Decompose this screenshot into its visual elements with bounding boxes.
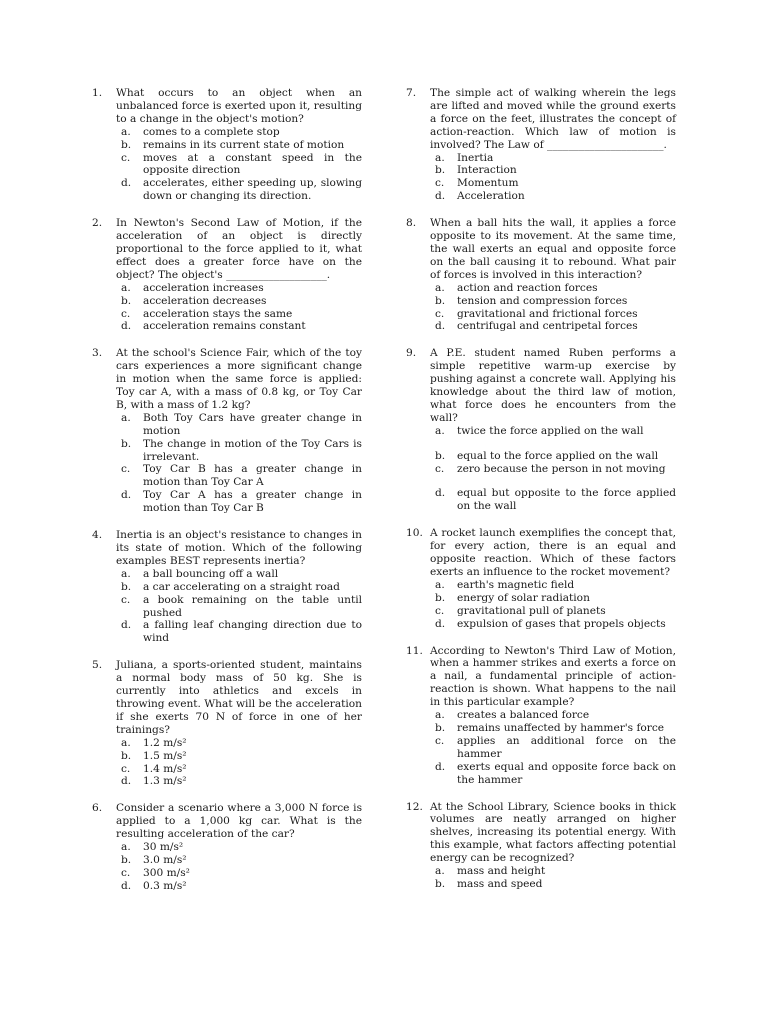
option-text: exerts equal and opposite force back on the hammer [457,760,676,786]
option-letter: d. [121,177,132,190]
answer-option[interactable] [430,320,676,333]
option-text: accelerates, either speeding up, slowing down or changing its direction. [143,177,362,203]
option-text: mass and height [457,865,546,878]
answer-option[interactable] [430,152,676,165]
answer-options [116,737,362,789]
option-letter: d. [435,190,446,203]
question-item [92,802,362,892]
question-item [406,87,676,203]
question-body [430,87,676,203]
answer-option[interactable] [116,152,362,178]
option-letter: a. [435,578,445,591]
option-letter: c. [121,866,131,879]
question-body [430,801,676,891]
answer-option[interactable] [116,308,362,321]
option-text: 1.2 m/s² [143,736,187,749]
answer-options [116,841,362,893]
question-stem: Juliana, a sports-oriented student, maintains a normal body mass of 50 kg. She is currently into athletics and excels in throwing event. What will be the acceleration if she exerts 70 N of force in one of her trainings? [116,659,363,736]
option-text: 3.0 m/s² [143,853,187,866]
question-body [116,217,362,333]
answer-option[interactable] [116,139,362,152]
question-item [406,217,676,333]
option-letter: b. [435,449,446,462]
answer-option[interactable] [116,763,362,776]
answer-option[interactable] [116,568,362,581]
option-letter: d. [121,320,132,333]
answer-option[interactable] [430,282,676,295]
question-item [92,217,362,333]
option-letter: d. [435,617,446,630]
question-item [406,801,676,891]
answer-option[interactable] [116,438,362,464]
question-body [430,645,676,787]
option-letter: c. [121,151,131,164]
option-text: Acceleration [457,190,525,203]
option-letter: d. [435,760,446,773]
option-letter: b. [121,749,132,762]
answer-option[interactable] [116,463,362,489]
option-letter: d. [121,619,132,632]
question-body [430,347,676,513]
option-text: expulsion of gases that propels objects [457,617,666,630]
question-item [92,87,362,203]
question-number: 3. [92,347,103,360]
question-body [116,347,362,515]
question-item [92,529,362,645]
question-body [430,217,676,333]
answer-option[interactable] [430,190,676,203]
answer-option[interactable] [430,865,676,878]
answer-option[interactable] [116,594,362,620]
option-letter: a. [435,865,445,878]
answer-option[interactable] [430,463,676,476]
answer-option[interactable] [430,164,676,177]
left-column [92,87,362,907]
answer-option[interactable] [116,581,362,594]
option-text: a car accelerating on a straight road [143,580,340,593]
question-item [406,527,676,630]
option-text: equal to the force applied on the wall [457,449,659,462]
answer-option[interactable] [430,735,676,761]
question-number: 11. [406,644,423,657]
option-letter: a. [121,841,131,854]
option-text: gravitational and frictional forces [457,307,638,320]
answer-options [430,282,676,334]
option-letter: c. [121,762,131,775]
option-letter: a. [435,281,445,294]
question-number: 8. [406,217,417,230]
answer-option[interactable] [116,854,362,867]
question-number: 10. [406,527,423,540]
option-text: Toy Car A has a greater change in motion than Toy Car B [143,489,362,515]
option-letter: b. [121,437,132,450]
option-letter: c. [435,307,445,320]
answer-option[interactable] [430,878,676,891]
answer-option[interactable] [116,126,362,139]
option-text: comes to a complete stop [143,125,280,138]
option-letter: c. [121,593,131,606]
question-stem: At the school's Science Fair, which of the toy cars experiences a more significant change in motion when the same force is applied: Toy car A, with a mass of 0.8 kg, or Toy Car B, with a mass of 1.2 kg? [116,347,362,411]
option-text: creates a balanced force [457,709,590,722]
option-text: centrifugal and centripetal forces [457,320,638,333]
answer-options [430,579,676,631]
question-stem: The simple act of walking wherein the legs are lifted and moved while the ground exerts a force on the feet, illustrates the concept of action-reaction. Which law of motion is involved? The Law of ______________________. [430,87,676,151]
answer-option[interactable] [116,867,362,880]
option-text: a ball bouncing off a wall [143,567,279,580]
question-stem: What occurs to an object when an unbalanced force is exerted upon it, resulting to a change in the object's motion? [116,87,362,125]
question-number: 6. [92,802,103,815]
option-text: equal but opposite to the force applied on the wall [457,487,676,513]
question-item [406,645,676,787]
answer-option[interactable] [430,450,676,463]
answer-options [116,412,362,515]
answer-option[interactable] [116,282,362,295]
option-letter: a. [121,281,131,294]
option-letter: b. [435,591,446,604]
question-stem: At the School Library, Science books in thick volumes are neatly arranged on higher shelves, increasing its potential energy. With this example, what factors affecting potential energy can be recognized? [430,800,676,865]
answer-options [116,282,362,334]
answer-option[interactable] [430,487,676,513]
question-stem: Inertia is an object's resistance to changes in its state of motion. Which of the following examples BEST represents inertia? [116,529,362,567]
option-letter: a. [121,736,131,749]
question-number: 12. [406,800,423,813]
answer-option[interactable] [116,841,362,854]
answer-option[interactable] [430,605,676,618]
answer-options [430,865,676,891]
answer-option[interactable] [430,722,676,735]
option-letter: b. [435,164,446,177]
question-stem: When a ball hits the wall, it applies a force opposite to its movement. At the same time, the wall exerts an equal and opposite force on the ball causing it to rebound. What pair of forces is involved in this interaction? [430,217,676,281]
question-number: 4. [92,529,103,542]
question-body [116,87,362,203]
option-letter: b. [121,580,132,593]
answer-option[interactable] [430,579,676,592]
option-text: remains unaffected by hammer's force [457,721,665,734]
option-text: acceleration increases [143,281,264,294]
option-text: earth's magnetic field [457,578,575,591]
option-letter: d. [121,879,132,892]
option-text: Interaction [457,164,517,177]
option-letter: a. [435,709,445,722]
option-letter: a. [435,151,445,164]
answer-option[interactable] [116,880,362,893]
answer-option[interactable] [116,750,362,763]
option-text: acceleration remains constant [143,320,306,333]
option-text: 30 m/s² [143,841,184,854]
option-letter: c. [435,177,445,190]
option-text: tension and compression forces [457,294,628,307]
option-letter: a. [435,424,445,437]
option-letter: d. [435,487,446,500]
question-number: 5. [92,659,103,672]
question-body [116,659,362,788]
answer-options [430,152,676,204]
question-body [430,527,676,630]
option-text: Inertia [457,151,494,164]
option-letter: b. [435,721,446,734]
option-letter: b. [121,294,132,307]
option-letter: d. [435,320,446,333]
option-letter: a. [121,125,131,138]
answer-options [116,126,362,203]
option-text: Toy Car B has a greater change in motion than Toy Car A [143,463,362,489]
answer-options [430,709,676,786]
option-text: 1.3 m/s² [143,775,187,788]
option-text: gravitational pull of planets [457,604,606,617]
option-text: moves at a constant speed in the opposite direction [143,151,362,177]
question-stem: According to Newton's Third Law of Motion, when a hammer strikes and exerts a force on a nail, a fundamental principle of action-reaction is shown. What happens to the nail in this particular example? [430,644,676,709]
answer-option[interactable] [116,489,362,515]
question-stem: A rocket launch exemplifies the concept that, for every action, there is an equal and opposite reaction. Which of these factors exerts an influence to the rocket movement? [430,527,676,578]
answer-option[interactable] [116,295,362,308]
answer-option[interactable] [116,775,362,788]
question-stem: In Newton's Second Law of Motion, if the acceleration of an object is directly proportional to the force applied to it, what effect does a greater force have on the object? The object's ___________________. [116,217,362,281]
question-number: 1. [92,87,103,99]
answer-option[interactable] [430,295,676,308]
answer-option[interactable] [430,618,676,631]
answer-option[interactable] [430,425,676,438]
answer-option[interactable] [430,308,676,321]
option-letter: d. [121,489,132,502]
answer-option[interactable] [116,737,362,750]
option-text: a falling leaf changing direction due to wind [143,619,362,645]
option-letter: c. [435,604,445,617]
answer-option[interactable] [116,320,362,333]
option-text: acceleration decreases [143,294,267,307]
answer-options [430,425,676,514]
question-body [116,802,362,892]
option-text: 1.5 m/s² [143,749,187,762]
option-letter: d. [121,775,132,788]
option-letter: b. [435,294,446,307]
option-letter: c. [435,734,445,747]
answer-options [116,568,362,645]
option-letter: c. [121,463,131,476]
option-text: 0.3 m/s² [143,879,187,892]
option-text: mass and speed [457,877,543,890]
option-letter: a. [121,567,131,580]
option-text: Both Toy Cars have greater change in motion [143,411,362,437]
right-column [406,87,676,905]
question-number: 9. [406,347,417,360]
question-item [92,347,362,515]
question-stem: A P.E. student named Ruben performs a simple repetitive warm-up exercise by pushing against a concrete wall. Applying his knowledge about the third law of motion, what force does he encounters from the wall? [430,347,676,424]
answer-option[interactable] [430,709,676,722]
option-text: Momentum [457,177,519,190]
answer-option[interactable] [430,761,676,787]
option-letter: a. [121,411,131,424]
answer-option[interactable] [430,592,676,605]
option-letter: c. [435,462,445,475]
option-text: 1.4 m/s² [143,762,187,775]
option-text: The change in motion of the Toy Cars is irrelevant. [143,437,362,463]
option-text: a book remaining on the table until pushed [143,593,362,619]
option-text: zero because the person in not moving [457,462,666,475]
question-body [116,529,362,645]
question-number: 2. [92,217,103,230]
question-item [406,347,676,513]
option-letter: b. [121,853,132,866]
answer-option[interactable] [116,177,362,203]
option-text: energy of solar radiation [457,591,590,604]
answer-option[interactable] [430,177,676,190]
option-text: remains in its current state of motion [143,138,345,151]
option-text: applies an additional force on the hammer [457,734,676,760]
answer-option[interactable] [116,412,362,438]
question-item [92,659,362,788]
option-text: 300 m/s² [143,866,190,879]
option-text: twice the force applied on the wall [457,424,644,437]
question-number: 7. [406,87,417,99]
option-letter: b. [121,138,132,151]
answer-option[interactable] [116,619,362,645]
option-text: acceleration stays the same [143,307,293,320]
option-letter: b. [435,877,446,890]
option-letter: c. [121,307,131,320]
option-text: action and reaction forces [457,281,598,294]
question-stem: Consider a scenario where a 3,000 N force is applied to a 1,000 kg car. What is the resulting acceleration of the car? [116,802,362,841]
